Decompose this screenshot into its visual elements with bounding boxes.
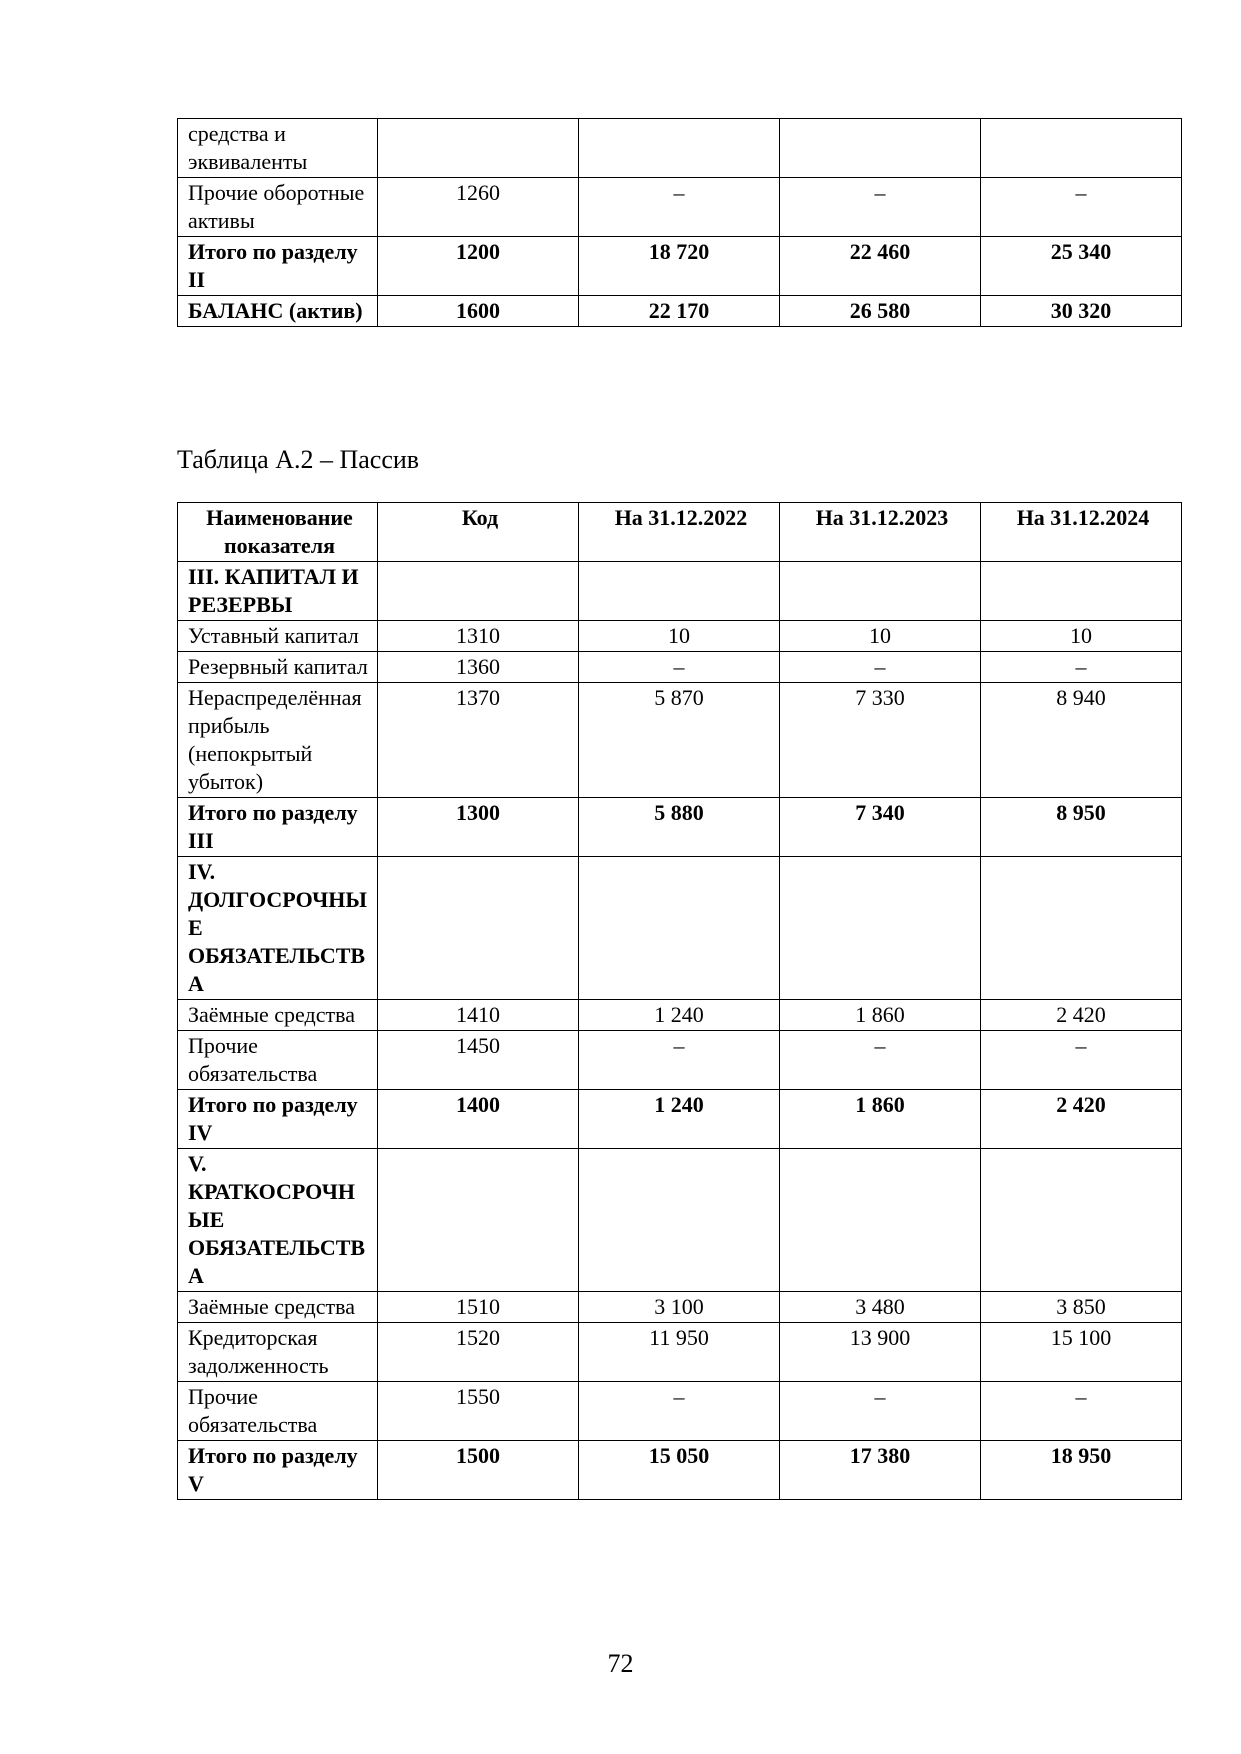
row-value-2022: 22 170 <box>579 296 780 327</box>
row-value-2023 <box>780 1149 981 1292</box>
row-name: V. КРАТКОСРОЧНЫЕ ОБЯЗАТЕЛЬСТВА <box>178 1149 378 1292</box>
row-code: 1500 <box>378 1441 579 1500</box>
liabilities-table <box>177 502 1182 1500</box>
row-name: Прочие обязательства <box>178 1382 378 1441</box>
page-number: 72 <box>607 1649 634 1678</box>
row-value-2022: 15 050 <box>579 1441 780 1500</box>
row-code: 1550 <box>378 1382 579 1441</box>
row-value-2024: 10 <box>981 621 1182 652</box>
row-code: 1360 <box>378 652 579 683</box>
row-value-2022 <box>579 119 780 178</box>
total-row <box>178 1090 1182 1149</box>
row-value-2022 <box>579 1149 780 1292</box>
row-value-2023: 7 340 <box>780 798 981 857</box>
row-value-2024: 18 950 <box>981 1441 1182 1500</box>
header-name: Наименование показателя <box>178 503 378 562</box>
row-value-2022: 18 720 <box>579 237 780 296</box>
row-value-2024 <box>981 857 1182 1000</box>
row-value-2022: 5 870 <box>579 683 780 798</box>
table-row <box>178 1000 1182 1031</box>
row-name: Итого по разделу III <box>178 798 378 857</box>
row-value-2022: – <box>579 1031 780 1090</box>
row-name: Нераспределённая прибыль (непокрытый убыток) <box>178 683 378 798</box>
section-row <box>178 857 1182 1000</box>
row-name: средства и эквиваленты <box>178 119 378 178</box>
row-value-2022 <box>579 562 780 621</box>
table-row <box>178 237 1182 296</box>
row-name: Резервный капитал <box>178 652 378 683</box>
row-code: 1370 <box>378 683 579 798</box>
row-value-2023: – <box>780 178 981 237</box>
table-row <box>178 683 1182 798</box>
row-value-2024: 8 940 <box>981 683 1182 798</box>
row-name: Заёмные средства <box>178 1000 378 1031</box>
header-code: Код <box>378 503 579 562</box>
row-value-2024: 2 420 <box>981 1000 1182 1031</box>
row-code: 1300 <box>378 798 579 857</box>
row-value-2022: 11 950 <box>579 1323 780 1382</box>
header-2022: На 31.12.2022 <box>579 503 780 562</box>
row-name: Уставный капитал <box>178 621 378 652</box>
row-value-2024: – <box>981 1382 1182 1441</box>
row-value-2024: 25 340 <box>981 237 1182 296</box>
row-value-2023: 1 860 <box>780 1090 981 1149</box>
row-value-2024: – <box>981 178 1182 237</box>
row-value-2023: – <box>780 1382 981 1441</box>
table-row <box>178 1323 1182 1382</box>
row-value-2022: 3 100 <box>579 1292 780 1323</box>
row-value-2024: 30 320 <box>981 296 1182 327</box>
row-code: 1600 <box>378 296 579 327</box>
row-value-2022: 5 880 <box>579 798 780 857</box>
row-name: Итого по разделу V <box>178 1441 378 1500</box>
row-name: Кредиторская задолженность <box>178 1323 378 1382</box>
row-value-2023: 10 <box>780 621 981 652</box>
row-value-2023: 22 460 <box>780 237 981 296</box>
row-value-2024 <box>981 1149 1182 1292</box>
row-code <box>378 562 579 621</box>
table-header-row <box>178 503 1182 562</box>
row-name: III. КАПИТАЛ И РЕЗЕРВЫ <box>178 562 378 621</box>
row-code: 1200 <box>378 237 579 296</box>
table-row <box>178 178 1182 237</box>
row-value-2024: 3 850 <box>981 1292 1182 1323</box>
total-row <box>178 1441 1182 1500</box>
row-value-2024: 2 420 <box>981 1090 1182 1149</box>
header-2024: На 31.12.2024 <box>981 503 1182 562</box>
row-code <box>378 857 579 1000</box>
table-row <box>178 652 1182 683</box>
row-value-2023: 7 330 <box>780 683 981 798</box>
row-value-2023 <box>780 857 981 1000</box>
row-name: Итого по разделу II <box>178 237 378 296</box>
row-name: Прочие обязательства <box>178 1031 378 1090</box>
row-code: 1400 <box>378 1090 579 1149</box>
table-row <box>178 1292 1182 1323</box>
row-code: 1510 <box>378 1292 579 1323</box>
table-row <box>178 119 1182 178</box>
total-row <box>178 798 1182 857</box>
row-value-2023: 1 860 <box>780 1000 981 1031</box>
table-caption: Таблица А.2 – Пассив <box>177 445 420 474</box>
row-value-2022: 10 <box>579 621 780 652</box>
table-row <box>178 621 1182 652</box>
row-value-2023: – <box>780 1031 981 1090</box>
row-value-2024: – <box>981 1031 1182 1090</box>
row-value-2022: – <box>579 652 780 683</box>
section-row <box>178 1149 1182 1292</box>
row-code <box>378 1149 579 1292</box>
row-value-2023: 26 580 <box>780 296 981 327</box>
row-value-2024 <box>981 119 1182 178</box>
row-value-2023: 3 480 <box>780 1292 981 1323</box>
row-code: 1450 <box>378 1031 579 1090</box>
row-code: 1520 <box>378 1323 579 1382</box>
table-row <box>178 1031 1182 1090</box>
section-row <box>178 562 1182 621</box>
row-value-2023 <box>780 562 981 621</box>
row-value-2023: – <box>780 652 981 683</box>
row-value-2022: 1 240 <box>579 1000 780 1031</box>
assets-table-continuation <box>177 118 1182 327</box>
row-value-2024: – <box>981 652 1182 683</box>
row-name: Итого по разделу IV <box>178 1090 378 1149</box>
row-value-2022: 1 240 <box>579 1090 780 1149</box>
table-row <box>178 1382 1182 1441</box>
row-value-2022 <box>579 857 780 1000</box>
row-code: 1260 <box>378 178 579 237</box>
header-2023: На 31.12.2023 <box>780 503 981 562</box>
row-value-2024: 8 950 <box>981 798 1182 857</box>
row-value-2022: – <box>579 1382 780 1441</box>
row-code <box>378 119 579 178</box>
row-name: IV. ДОЛГОСРОЧНЫЕ ОБЯЗАТЕЛЬСТВА <box>178 857 378 1000</box>
row-name: БАЛАНС (актив) <box>178 296 378 327</box>
row-value-2023: 17 380 <box>780 1441 981 1500</box>
row-name: Заёмные средства <box>178 1292 378 1323</box>
row-code: 1310 <box>378 621 579 652</box>
row-code: 1410 <box>378 1000 579 1031</box>
row-value-2022: – <box>579 178 780 237</box>
row-value-2024: 15 100 <box>981 1323 1182 1382</box>
row-value-2024 <box>981 562 1182 621</box>
row-value-2023: 13 900 <box>780 1323 981 1382</box>
table-row <box>178 296 1182 327</box>
row-value-2023 <box>780 119 981 178</box>
row-name: Прочие оборотные активы <box>178 178 378 237</box>
